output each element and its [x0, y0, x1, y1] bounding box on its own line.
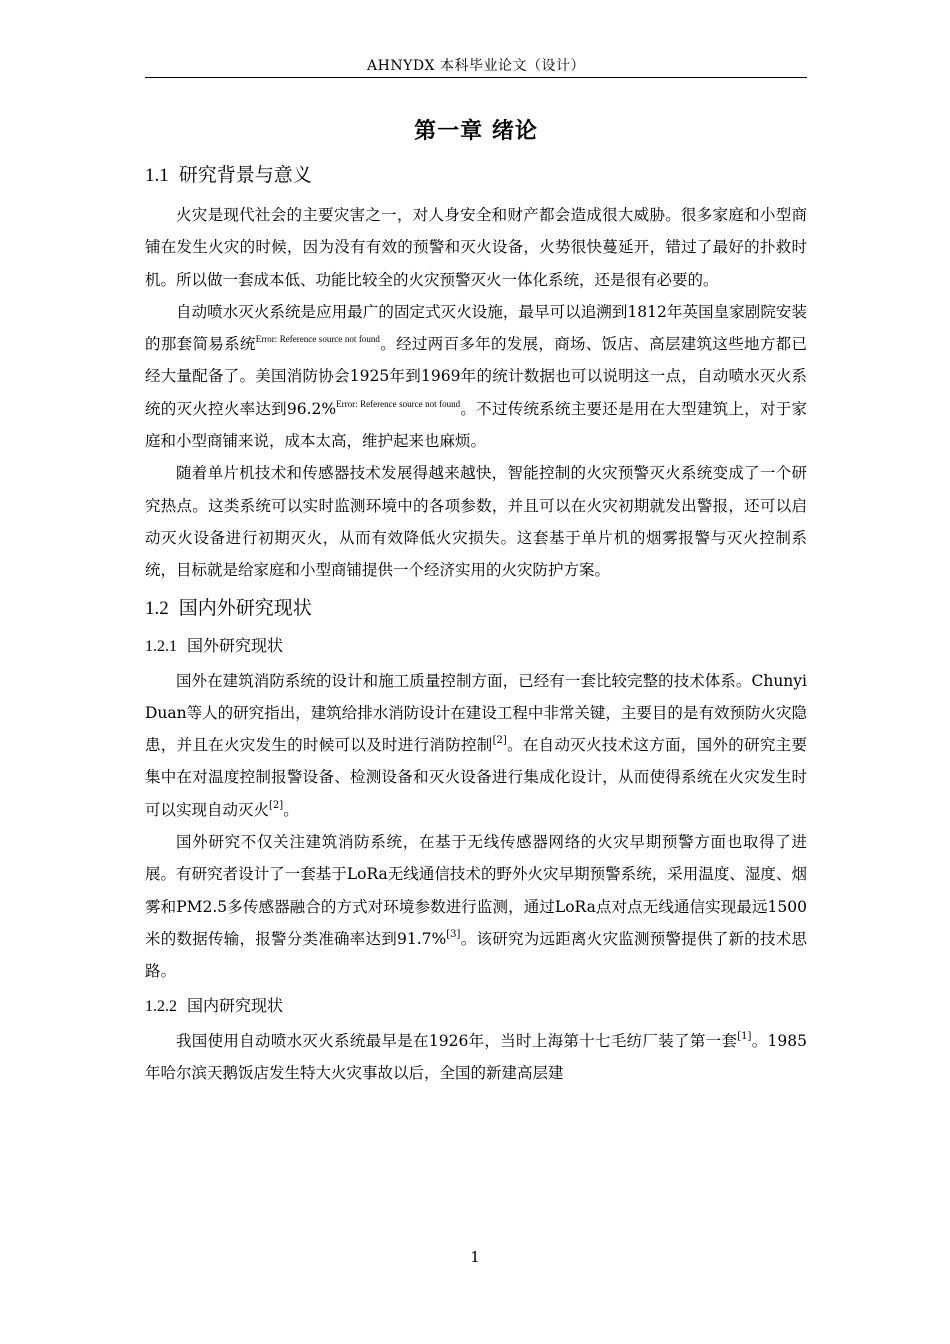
paragraph-text: 。 — [283, 800, 299, 819]
page-header: AHNYDX 本科毕业论文（设计） — [367, 58, 585, 74]
paragraph-text: 我国使用自动喷水灭火系统最早是在1926年，当时上海第十七毛纺厂装了第一套 — [176, 1031, 738, 1050]
paragraph-text: 。不过传统系统主要还是用在大型建筑上，对于家庭和小型商铺来说，成本太高，维护起来也麻烦。 — [145, 399, 807, 451]
paragraph-text: 。该研究为远距离火灾监测预警提供了新的技术思路。 — [145, 929, 807, 981]
paragraph-text: 。1985年哈尔滨天鹅饭店发生特大火灾事故以后，全国的新建高层建 — [145, 1031, 807, 1082]
subsection-title: 国外研究现状 — [187, 635, 284, 655]
chapter-title: 第一章 绪论 — [414, 119, 538, 144]
citation: [1] — [737, 1030, 752, 1042]
section-number: 1.1 — [145, 165, 169, 186]
page-body — [145, 114, 807, 1089]
paragraph-4 — [145, 665, 807, 826]
subsection-title: 国内研究现状 — [187, 995, 284, 1015]
paragraph-text: 国外研究不仅关注建筑消防系统，在基于无线传感器网络的火灾早期预警方面也取得了进展。有研究者设计了一套基于LoRa无线通信技术的野外火灾早期预警系统，采用温度、湿度、烟雾和PM2.5多传感器融合的方式对环境参数进行监测，通过LoRa点对点无线通信实现最远1500米的数据传输，报警分类准确率达到91.7% — [145, 833, 807, 948]
paragraph-2 — [145, 296, 807, 457]
paragraph-text: 自动喷水灭火系统是应用最广的固定式灭火设施，最早可以追溯到1812年英国皇家剧院安装的那套简易系统 — [145, 302, 807, 354]
paragraph-6 — [145, 1025, 807, 1090]
citation: [2] — [269, 799, 284, 811]
paragraph-text: 。在自动灭火技术这方面，国外的研究主要集中在对温度控制报警设备、检测设备和灭火设备进行集成化设计，从而使得系统在火灾发生时可以实现自动灭火 — [145, 736, 807, 819]
section-title: 国内外研究现状 — [178, 596, 312, 619]
paragraph-1: 火灾是现代社会的主要灾害之一，对人身安全和财产都会造成很大威胁。很多家庭和小型商铺在发生火灾的时候，因为没有有效的预警和灭火设备，火势很快蔓延开，错过了最好的扑救时机。所以做一套成本低、功能比较全的火灾预警灭火一体化系统，还是很有必要的。 — [145, 206, 807, 289]
citation: [2] — [492, 735, 507, 747]
subsection-heading-1-2-1 — [145, 632, 807, 661]
subsection-number: 1.2.2 — [145, 997, 177, 1015]
page-number: 1 — [470, 1248, 480, 1266]
section-number: 1.2 — [145, 597, 169, 619]
citation: [3] — [446, 928, 461, 940]
paragraph-text: 。经过两百多年的发展，商场、饭店、高层建筑这些地方都已经大量配备了。美国消防协会1925年到1969年的统计数据也可以说明这一点，自动喷水灭火系统的灭火控火率达到96.2% — [145, 335, 807, 418]
section-heading-1-2 — [145, 593, 807, 624]
subsection-heading-1-2-2 — [145, 992, 807, 1021]
header-rule — [145, 77, 807, 78]
reference-error: Error: Reference source not found — [255, 334, 380, 345]
paragraph-3: 随着单片机技术和传感器技术发展得越来越快，智能控制的火灾预警灭火系统变成了一个研究热点。这类系统可以实时监测环境中的各项参数，并且可以在火灾初期就发出警报，还可以启动灭火设备进行初期灭火，从而有效降低火灾损失。这套基于单片机的烟雾报警与灭火控制系统，目标就是给家庭和小型商铺提供一个经济实用的火灾防护方案。 — [145, 464, 807, 580]
paragraph-5 — [145, 826, 807, 987]
paragraph-text: 国外在建筑消防系统的设计和施工质量控制方面，已经有一套比较完整的技术体系。Chunyi Duan等人的研究指出，建筑给排水消防设计在建设工程中非常关键，主要目的是有效预防火灾隐患，并且在火灾发生的时候可以及时进行消防控制 — [145, 671, 807, 755]
reference-error: Error: Reference source not found — [336, 398, 461, 409]
section-title: 研究背景与意义 — [178, 164, 312, 186]
section-heading-1-1 — [145, 160, 807, 191]
subsection-number: 1.2.1 — [145, 637, 177, 655]
